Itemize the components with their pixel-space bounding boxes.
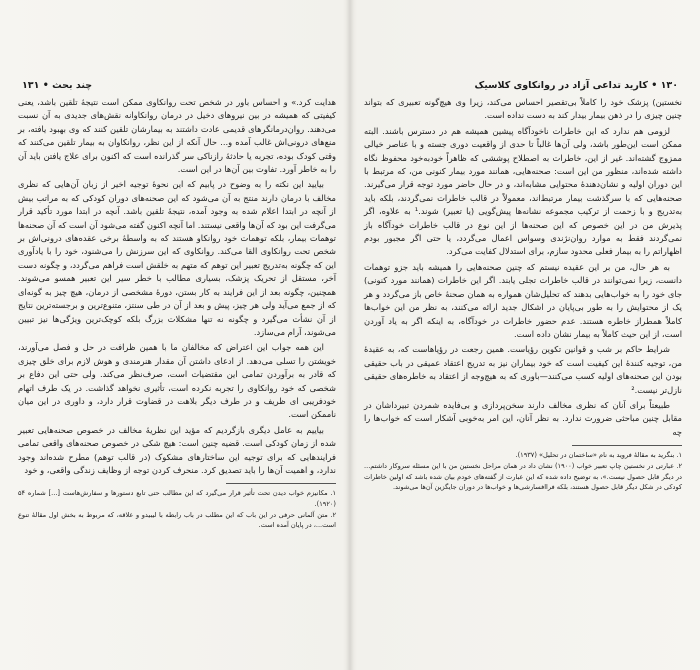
running-head-left: چند بحث • ۱۳۱	[22, 80, 93, 91]
right-page-body	[364, 96, 682, 439]
paragraph: لزومی هم ندارد که این خاطرات ناخودآگاه پیشین همیشه هم در دسترس باشند. البته ممکن است این‌طور باشد، ولی آن‌ها غالباً تا حدی از واقعیت دوری جسته و با عناصر خیالی ممزوج گشته‌اند. غیر از این، خاطرات به اصطلاح پوششی که ظاهراً خودبه‌خود محفوظ نگاه داشته شده‌اند، منظور من این است: صحنه‌هایی، همانند مورد بیمار کنونی من، که مرتبط با این دوران اولیه و نشان‌دهندهٔ محتوایی مشابه‌اند، و در حال حاضر مورد توجه قرار می‌گیرند. صحنه‌هایی که با سرگذشت بیمار مرتبط‌اند، معمولاً در قالب خاطرات نمی‌گردند، بلکه باید به‌تدریج و با زحمت از ترکیب مجموعه نشانه‌ها پیش‌گویی (یا تعبیر) شوند.¹ به علاوه، اگر پذیرش من در این خصوص که این صحنه‌ها از این نوع در قالب خاطرات خودآگاه باز نمی‌گردند فقط به موارد روان‌نژندی وسواس اعمال می‌گردد، یا حتی اگر مجبور بودم اظهاراتم را به بیمار فعلی محدود سازم، برای استدلال کفایت می‌کرد.	[364, 125, 682, 257]
right-page	[364, 96, 682, 656]
footnote-divider	[226, 483, 336, 484]
left-page-body	[18, 96, 336, 477]
footnote: ۲. متن آلمانی حرفی در این باب که این مطلب در باب رابطه با لیبیدو و علاقه، که مربوط به بخش اول مقالهٔ تنوع است...، در پایان آمده است.	[18, 510, 336, 529]
paragraph: طبیعتاً برای آنان که نظری مخالف دارند سخن‌پردازی و بی‌فایده شمردن تبیرداشان در مقابل چنین مباحثی ضرورت ندارد. به نظر آنان، این امر به‌خوبی آشکار است که خواب‌ها را چه	[364, 399, 682, 437]
paragraph: به هر حال، من بر این عقیده نیستم که چنین صحنه‌هایی را همیشه باید جزو توهمات دانست، زیرا نمی‌توانند در قالب خاطرات تجلی یابند. اگر این خاطرات (همانند مورد کنونی) جای خود را به خواب‌هایی بدهند که تحلیل‌شان همواره به همان صحنهٔ خاص باز می‌گردد و هر یک از محتوایش را به طور بی‌پایان در اشکال جدید ارائه می‌کنند، به نظر من این خواب‌ها کاملاً همطراز خاطره هستند. عدم حضور خاطرات در خودآگاه، به اینکه اگر به یاد آوردن است، از این حیث کاملاً به بیمار نشان داده است.	[364, 261, 682, 339]
paragraph: نخستین) پزشک خود را کاملاً بی‌تقصیر احساس می‌کند، زیرا وی هیچ‌گونه تعبیری که بتواند چنین چیزی را در ذهن بیمار بیدار کند به دست نداده است.	[364, 97, 682, 121]
paragraph: بیاییم به عامل دیگری بازگردیم که مؤید این نظریهٔ مخالف در خصوص صحنه‌هایی تعبیر شده از زمان کودکی است. قضیه چنین است: هیچ شکی در خصوص صحنه‌های واقعی تمامی فرایندهایی که برای توجیه این ساختارهای مشکوک (در قالب توهم) مطرح شده‌اند وجود ندارد، و اهمیت آن‌ها را باید تصدیق کرد. منحرف کردن توجه از وظایف زندگی واقعی، و خود	[18, 424, 336, 475]
footnote: ۱. بنگرید به مقالهٔ فروید به نام «ساختمان در تحلیل» (۱۹۳۷).	[515, 451, 682, 460]
right-footnotes	[364, 450, 682, 492]
paragraph: هدایت کرد.» و احساس باور در شخص تحت روانکاوی ممکن است نتیجهٔ تلقین باشد، یعنی کیفیتی که همیشه در بین نیروهای دخیل در درمان روانکاوانه نقش‌های جدیدی به آن نسبت می‌دهند. روان‌درمانگرهای قدیمی عادت داشتند به بیمارشان تلقین کنند که وی بهبود یافته، بر منع‌های درونی‌اش غالب آمده و... حال آنکه از این نظر، روانکاوان به بیمار تلقین می‌کنند که وقتی کودک بوده، تجربه یا حادثهٔ رازناکی سر گذرانده است که اکنون برای علاج یافتن باید آن را به خاطر آورد. تفاوت بین آن‌ها در این است.	[18, 97, 336, 175]
paragraph: شرایط حاکم بر شب و قوانین تکوین رؤیاست. همین رجعت در رؤیاهاست که، به عقیدهٔ من، توجیه کنندهٔ این کیفیت است که خود بیماران نیز به تدریج اعتقاد عمیقی در باب حقیقی بودن این صحنه‌های اولیه کسب می‌کنند—باوری که به هیچ‌وجه از اعتقاد به خاطره‌های حقیقی نازل‌تر نیست.²	[364, 344, 682, 395]
footnote: ۱. مکانیزم خواب دیدن تحت تأثیر قرار می‌گیرد که این مطالب حتی تابع دستورها و سفارش‌هاست [...] شماره ۵۴ (۱۹۲۰).	[18, 489, 336, 508]
left-footnotes	[18, 488, 336, 530]
paragraph: این همه جواب این اعتراض که مخالفان ما با همین ظرافت در حل و فصل می‌آورند، خویشتن را تسلی می‌دهد. از ادعای داشتن آن مقدار هنرمندی و هوش لازم برای خلق چیزی که قادر به برآوردن تمامی این مقتضیات است، صرف‌نظر می‌کند. ولی حتی این دفاع بر شخصی که خود روانکاوی را تجربه نکرده است، تأثیری نخواهد گذاشت. در یک طرف اتهام خودفریبی ای ظریف و در طرف دیگر بلاهت در قضاوت قرار دارد، و داوری در این میان ناممکن است.	[18, 342, 336, 420]
footnote: ۲. عبارتی در نخستین چاپ تعبیر خواب (۱۹۰۰) نشان داد در همان مراحل نخستین من با این مسئله سروکار داشتم... در دیگر قابل حصول نیست.»، به توضیح داده شده که این عبارت از گفته‌های خودم بیان شده باشد که اولین خاطرات کودکی در شکل دیگر قابل حصول هستند، بلکه فراافسارشی‌ها و خواب‌ها در دوران جایگزین آن‌ها می‌شوند.	[364, 462, 682, 491]
footnote-divider	[572, 445, 682, 446]
running-head-right: ۱۳۰ • کارید تداعی آزاد در روانکاوی کلاسیک	[474, 80, 678, 91]
left-page	[18, 96, 336, 656]
paragraph: بیایید این نکته را به وضوح در پابیم که این نحوهٔ توجیه اخیر از زبان آن‌هایی که نظری مخالف با درمان دارند منتج به آن می‌شود که این صحنه‌های دوران کودکی که به مراتب بیش از آنچه در ابتدا اعلام شده به وجود آمده، نتیجهٔ تلقین باشد. آنچه در ابتدا مورد تأکید قرار می‌گرفت این بود که آن‌ها واقعی نیستند. اما آنچه اکنون گفته می‌شود آن است که آن صحنه‌ها توهمات بیمار، بلکه توهمات خود روانکاو هستند که به واسطهٔ برخی عقده‌های درونی‌اش بر شخص تحت روانکاوی القا می‌کند. روانکاوی که این سرزنش را می‌شنود، خود را با یادآوری این که چگونه به‌تدریج تعبیر این توهم که متهم به خلقش است فراهم می‌گردد، و چگونه دست آخر، مستقل از تحریک پزشک، بسیاری مطالب با خطر سیر این تعبیر همسو می‌شوند. همچنین، چگونه بعد از این فرایند به کار بستن، دورهٔ مشخصی از درمان، هیچ چیز به گونه‌ای که از جمع می‌آید ولی هر چیز، پیش و بعد از آن در طی سنتز، متنوع‌ترین و برجسته‌ترین نتایج از آن نشأت می‌گیرد و چگونه نه تنها مشکلات بزرگ بلکه کوچک‌ترین ویژگی‌ها نیز تبیین می‌شوند، آرام می‌سازد.	[18, 179, 336, 337]
gutter	[346, 0, 354, 670]
